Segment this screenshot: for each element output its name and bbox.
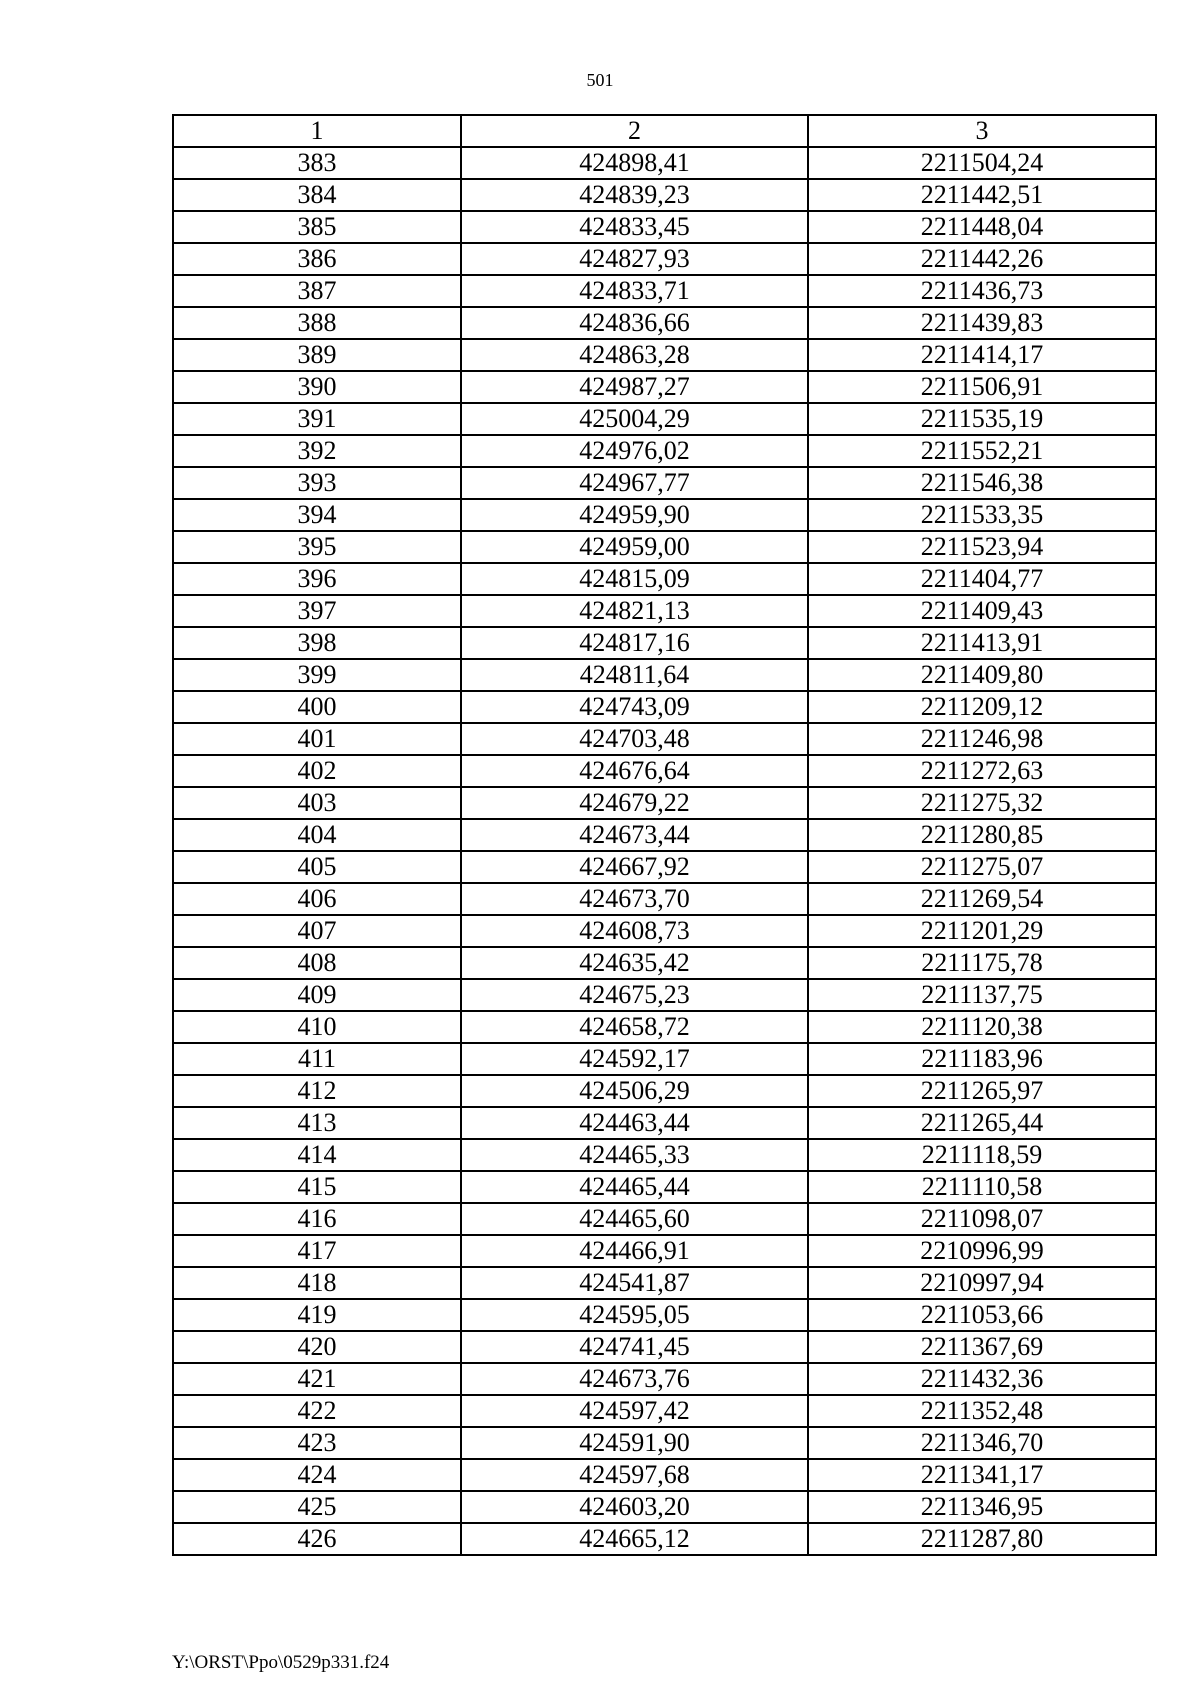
table-row bbox=[173, 435, 1156, 467]
table-cell: 424466,91 bbox=[461, 1235, 808, 1267]
table-cell: 424743,09 bbox=[461, 691, 808, 723]
table-row bbox=[173, 787, 1156, 819]
table-cell: 424673,44 bbox=[461, 819, 808, 851]
table-cell: 407 bbox=[173, 915, 461, 947]
table-body bbox=[173, 147, 1156, 1555]
table-cell: 402 bbox=[173, 755, 461, 787]
table-cell: 2211409,80 bbox=[808, 659, 1156, 691]
table-cell: 424592,17 bbox=[461, 1043, 808, 1075]
column-header: 3 bbox=[808, 115, 1156, 147]
table-cell: 411 bbox=[173, 1043, 461, 1075]
table-cell: 2211448,04 bbox=[808, 211, 1156, 243]
table-cell: 400 bbox=[173, 691, 461, 723]
table-row bbox=[173, 403, 1156, 435]
table-cell: 2211442,51 bbox=[808, 179, 1156, 211]
table-cell: 2211053,66 bbox=[808, 1299, 1156, 1331]
table-cell: 424976,02 bbox=[461, 435, 808, 467]
table-cell: 424658,72 bbox=[461, 1011, 808, 1043]
table-cell: 419 bbox=[173, 1299, 461, 1331]
table-cell: 424603,20 bbox=[461, 1491, 808, 1523]
table-row bbox=[173, 851, 1156, 883]
table-row bbox=[173, 1139, 1156, 1171]
table-cell: 396 bbox=[173, 563, 461, 595]
table-cell: 401 bbox=[173, 723, 461, 755]
table-row bbox=[173, 947, 1156, 979]
table-cell: 2210997,94 bbox=[808, 1267, 1156, 1299]
table-cell: 393 bbox=[173, 467, 461, 499]
page-number: 501 bbox=[586, 70, 614, 90]
table-cell: 2211118,59 bbox=[808, 1139, 1156, 1171]
table-cell: 2211352,48 bbox=[808, 1395, 1156, 1427]
file-path-footer: Y:\ORST\Ppo\0529p331.f24 bbox=[172, 1652, 390, 1673]
table-cell: 426 bbox=[173, 1523, 461, 1555]
table-cell: 2211183,96 bbox=[808, 1043, 1156, 1075]
table-cell: 424967,77 bbox=[461, 467, 808, 499]
table-row bbox=[173, 1459, 1156, 1491]
table-cell: 2211346,95 bbox=[808, 1491, 1156, 1523]
table-cell: 2211265,44 bbox=[808, 1107, 1156, 1139]
table-cell: 2211523,94 bbox=[808, 531, 1156, 563]
table-row bbox=[173, 467, 1156, 499]
table-cell: 424597,68 bbox=[461, 1459, 808, 1491]
table-row bbox=[173, 147, 1156, 179]
table-row bbox=[173, 883, 1156, 915]
table-row bbox=[173, 243, 1156, 275]
table-cell: 420 bbox=[173, 1331, 461, 1363]
table-cell: 413 bbox=[173, 1107, 461, 1139]
table-row bbox=[173, 307, 1156, 339]
table-cell: 398 bbox=[173, 627, 461, 659]
table-cell: 408 bbox=[173, 947, 461, 979]
table-row bbox=[173, 1043, 1156, 1075]
table-cell: 2211546,38 bbox=[808, 467, 1156, 499]
table-row bbox=[173, 1171, 1156, 1203]
table-cell: 2211272,63 bbox=[808, 755, 1156, 787]
table-cell: 424703,48 bbox=[461, 723, 808, 755]
table-cell: 390 bbox=[173, 371, 461, 403]
table-cell: 424673,76 bbox=[461, 1363, 808, 1395]
table-row bbox=[173, 339, 1156, 371]
table-row bbox=[173, 819, 1156, 851]
table-cell: 421 bbox=[173, 1363, 461, 1395]
table-cell: 404 bbox=[173, 819, 461, 851]
table-cell: 410 bbox=[173, 1011, 461, 1043]
table-cell: 424673,70 bbox=[461, 883, 808, 915]
table-cell: 403 bbox=[173, 787, 461, 819]
table-row bbox=[173, 691, 1156, 723]
table-cell: 2211269,54 bbox=[808, 883, 1156, 915]
table-cell: 2211275,07 bbox=[808, 851, 1156, 883]
table-cell: 2211552,21 bbox=[808, 435, 1156, 467]
table-row bbox=[173, 371, 1156, 403]
table-cell: 424898,41 bbox=[461, 147, 808, 179]
table-cell: 424591,90 bbox=[461, 1427, 808, 1459]
table-row bbox=[173, 627, 1156, 659]
table-row bbox=[173, 1011, 1156, 1043]
table-cell: 424595,05 bbox=[461, 1299, 808, 1331]
table-row bbox=[173, 755, 1156, 787]
table-cell: 2211120,38 bbox=[808, 1011, 1156, 1043]
table-cell: 423 bbox=[173, 1427, 461, 1459]
table-cell: 424836,66 bbox=[461, 307, 808, 339]
table-cell: 394 bbox=[173, 499, 461, 531]
table-cell: 424987,27 bbox=[461, 371, 808, 403]
table-cell: 416 bbox=[173, 1203, 461, 1235]
table-row bbox=[173, 1331, 1156, 1363]
table-cell: 2211341,17 bbox=[808, 1459, 1156, 1491]
table-row bbox=[173, 275, 1156, 307]
table-cell: 424811,64 bbox=[461, 659, 808, 691]
table-row bbox=[173, 531, 1156, 563]
table-cell: 2211442,26 bbox=[808, 243, 1156, 275]
table-row bbox=[173, 1299, 1156, 1331]
table-cell: 406 bbox=[173, 883, 461, 915]
table-cell: 424741,45 bbox=[461, 1331, 808, 1363]
table-cell: 2211414,17 bbox=[808, 339, 1156, 371]
table-cell: 2211098,07 bbox=[808, 1203, 1156, 1235]
table-cell: 389 bbox=[173, 339, 461, 371]
table-row bbox=[173, 1267, 1156, 1299]
table-cell: 424597,42 bbox=[461, 1395, 808, 1427]
table-cell: 392 bbox=[173, 435, 461, 467]
table-cell: 2211409,43 bbox=[808, 595, 1156, 627]
table-cell: 384 bbox=[173, 179, 461, 211]
table-cell: 424675,23 bbox=[461, 979, 808, 1011]
table-row bbox=[173, 723, 1156, 755]
table-cell: 2211287,80 bbox=[808, 1523, 1156, 1555]
table-cell: 397 bbox=[173, 595, 461, 627]
table-cell: 424665,12 bbox=[461, 1523, 808, 1555]
table-cell: 387 bbox=[173, 275, 461, 307]
table-cell: 424863,28 bbox=[461, 339, 808, 371]
table-cell: 2211439,83 bbox=[808, 307, 1156, 339]
table-cell: 2211432,36 bbox=[808, 1363, 1156, 1395]
table-cell: 2211504,24 bbox=[808, 147, 1156, 179]
table-cell: 422 bbox=[173, 1395, 461, 1427]
table-cell: 424815,09 bbox=[461, 563, 808, 595]
table-cell: 424465,33 bbox=[461, 1139, 808, 1171]
table-cell: 399 bbox=[173, 659, 461, 691]
table-cell: 2211275,32 bbox=[808, 787, 1156, 819]
table-cell: 2211209,12 bbox=[808, 691, 1156, 723]
table-cell: 424679,22 bbox=[461, 787, 808, 819]
table-cell: 424 bbox=[173, 1459, 461, 1491]
table-cell: 424676,64 bbox=[461, 755, 808, 787]
table-header-row bbox=[173, 115, 1156, 147]
table-cell: 2211535,19 bbox=[808, 403, 1156, 435]
table-cell: 2211137,75 bbox=[808, 979, 1156, 1011]
table-cell: 424959,00 bbox=[461, 531, 808, 563]
table-row bbox=[173, 1107, 1156, 1139]
table-cell: 424667,92 bbox=[461, 851, 808, 883]
table-cell: 424465,60 bbox=[461, 1203, 808, 1235]
table-row bbox=[173, 499, 1156, 531]
table-cell: 2211404,77 bbox=[808, 563, 1156, 595]
table-row bbox=[173, 211, 1156, 243]
table-cell: 424833,71 bbox=[461, 275, 808, 307]
table-cell: 2211533,35 bbox=[808, 499, 1156, 531]
table-row bbox=[173, 1075, 1156, 1107]
table-row bbox=[173, 1491, 1156, 1523]
table-cell: 2211436,73 bbox=[808, 275, 1156, 307]
table-cell: 2211201,29 bbox=[808, 915, 1156, 947]
table-cell: 424463,44 bbox=[461, 1107, 808, 1139]
table-cell: 405 bbox=[173, 851, 461, 883]
table-cell: 2211265,97 bbox=[808, 1075, 1156, 1107]
table-cell: 2211506,91 bbox=[808, 371, 1156, 403]
table-cell: 424817,16 bbox=[461, 627, 808, 659]
coordinates-table bbox=[172, 114, 1157, 1556]
table-cell: 2211413,91 bbox=[808, 627, 1156, 659]
table-cell: 2211175,78 bbox=[808, 947, 1156, 979]
table-row bbox=[173, 595, 1156, 627]
table-cell: 385 bbox=[173, 211, 461, 243]
table-cell: 424821,13 bbox=[461, 595, 808, 627]
table-cell: 2211110,58 bbox=[808, 1171, 1156, 1203]
table-row bbox=[173, 915, 1156, 947]
table-cell: 417 bbox=[173, 1235, 461, 1267]
table-cell: 412 bbox=[173, 1075, 461, 1107]
table-row bbox=[173, 1203, 1156, 1235]
table-row bbox=[173, 1363, 1156, 1395]
table-cell: 2211280,85 bbox=[808, 819, 1156, 851]
table-cell: 424608,73 bbox=[461, 915, 808, 947]
table-cell: 424959,90 bbox=[461, 499, 808, 531]
table-cell: 424635,42 bbox=[461, 947, 808, 979]
table-cell: 383 bbox=[173, 147, 461, 179]
table-cell: 425004,29 bbox=[461, 403, 808, 435]
table-cell: 424506,29 bbox=[461, 1075, 808, 1107]
table-row bbox=[173, 1523, 1156, 1555]
table-cell: 2211346,70 bbox=[808, 1427, 1156, 1459]
column-header: 1 bbox=[173, 115, 461, 147]
table-cell: 2211367,69 bbox=[808, 1331, 1156, 1363]
table-row bbox=[173, 1235, 1156, 1267]
table-cell: 424827,93 bbox=[461, 243, 808, 275]
table-row bbox=[173, 563, 1156, 595]
table-row bbox=[173, 1427, 1156, 1459]
table-row bbox=[173, 1395, 1156, 1427]
table-cell: 425 bbox=[173, 1491, 461, 1523]
table-cell: 415 bbox=[173, 1171, 461, 1203]
table-row bbox=[173, 179, 1156, 211]
table-cell: 424465,44 bbox=[461, 1171, 808, 1203]
column-header: 2 bbox=[461, 115, 808, 147]
table-cell: 414 bbox=[173, 1139, 461, 1171]
table-cell: 424839,23 bbox=[461, 179, 808, 211]
table-row bbox=[173, 659, 1156, 691]
table-cell: 388 bbox=[173, 307, 461, 339]
table-cell: 395 bbox=[173, 531, 461, 563]
table-cell: 409 bbox=[173, 979, 461, 1011]
table-cell: 418 bbox=[173, 1267, 461, 1299]
table-cell: 424833,45 bbox=[461, 211, 808, 243]
table-row bbox=[173, 979, 1156, 1011]
table-cell: 2210996,99 bbox=[808, 1235, 1156, 1267]
table-cell: 2211246,98 bbox=[808, 723, 1156, 755]
table-cell: 424541,87 bbox=[461, 1267, 808, 1299]
table-cell: 391 bbox=[173, 403, 461, 435]
table-cell: 386 bbox=[173, 243, 461, 275]
